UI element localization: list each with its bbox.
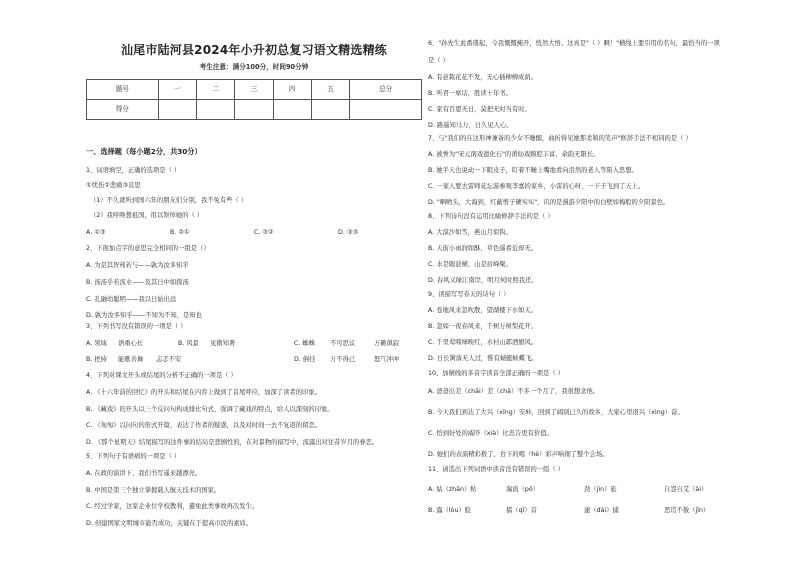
option-d[interactable]: D. 孰为汝多知乎——不知为不知，是知也 xyxy=(86,312,202,319)
right-column xyxy=(428,0,758,562)
option-d[interactable]: D. 路遥知马力，日久见人心。 xyxy=(428,122,513,129)
score-table-score-row xyxy=(87,100,422,120)
question-3-options-row-2 xyxy=(86,357,399,363)
option-a[interactable]: A. 在政的演讲下，我们书写遥来越漂亮。 xyxy=(86,470,202,477)
score-cell: 二 xyxy=(196,80,234,100)
option-c[interactable]: C. 孔融幼聪明——我以日始出远 xyxy=(86,296,177,303)
option-a[interactable]: A. 被誉为"宋元南戏遗化石"的莆仙戏顺腔丰富，余韵无限长。 xyxy=(428,151,600,158)
question-1-sentence-1: （1）不久就听到国六年的朋友们分别，我不免有些（ ） xyxy=(90,197,248,204)
score-cell: 五 xyxy=(312,80,350,100)
option-a[interactable]: A. 爸爸出差（chāi）差（chā）不多一个月了，我很想念他。 xyxy=(428,388,600,395)
option-c[interactable]: C. 恰到好处的威吓（xià）比忠告更有价值。 xyxy=(428,430,553,437)
option-c[interactable]: C. 一家人要去雷师花坛游参观李嘉的家乡，小雷的心呀，一下子飞到了天上。 xyxy=(428,183,645,190)
section-heading: 一、选择题（每小题2分，共30分） xyxy=(86,147,202,156)
option-d[interactable]: D. 《那个星期天》结尾描写的这件事的结局是悲剧性的，在对景物的描写中，流露出对往昔岁月的眷恋。 xyxy=(86,439,379,446)
score-input-cell[interactable] xyxy=(350,100,422,120)
option-d[interactable]: D. ③③ xyxy=(338,229,359,236)
option-c[interactable]: C. 家有百恩无日，莫把无时当有时。 xyxy=(428,106,531,113)
option-word: 万不得已 xyxy=(330,356,356,363)
question-1-stem: 1、词语填空，正确的选项是（ ） xyxy=(86,167,181,174)
option-d[interactable]: D. 春风又绿江南岸，明月何时照我还。 xyxy=(428,277,538,284)
score-table-header-row xyxy=(87,80,422,100)
question-5-stem: 5、下列句子有语病的一项是（ ） xyxy=(86,453,181,460)
option-word: 不可思议 xyxy=(330,340,356,347)
option-b[interactable]: B. ②① xyxy=(170,229,190,236)
score-cell: 四 xyxy=(273,80,311,100)
question-11-options-row-1 xyxy=(428,487,707,493)
option-word: 劲（jìn）旅 xyxy=(584,486,617,493)
question-1-options xyxy=(86,230,358,236)
score-input-cell[interactable] xyxy=(196,100,234,120)
question-3-options-row-1 xyxy=(86,341,399,347)
score-table xyxy=(86,79,422,120)
exam-notice: 考生注意：满分100分，时间90分钟 xyxy=(199,63,309,71)
option-word: 见微知著 xyxy=(210,340,236,347)
option-word: 忐忑不安 xyxy=(156,356,182,363)
left-column xyxy=(86,0,422,562)
option-d[interactable]: D. "啊哟头，大海到，红蔽剪子硬实实"，讥的是漫游夕阳中的白壁如梅般的夕阳景色。 xyxy=(428,199,670,206)
option-b[interactable]: B. 露（lòu）脸 xyxy=(428,507,472,514)
option-a[interactable]: A. 姑（zhān）帖 xyxy=(428,486,477,493)
question-2-stem: 2、下面加点字的意思完全相同的一组是（） xyxy=(86,245,210,252)
option-d[interactable]: D. 她们的表演精彩极了，台下的喝（hè）彩声响彻了整个会场。 xyxy=(428,451,609,458)
score-input-cell[interactable] xyxy=(158,100,196,120)
option-b[interactable]: B. 把持 xyxy=(86,356,107,363)
option-d[interactable]: D. 创建国家文明城市能否成功，关键在于提高市民的素质。 xyxy=(86,520,253,527)
option-a[interactable]: A. 大漠沙如雪，燕山月似钩。 xyxy=(428,229,512,236)
question-8-stem: 8、下列诗句没有运用比喻修辞手法的是（ ） xyxy=(428,213,554,220)
option-b[interactable]: B. 今天我们到达了大兴（xīng）安岭，回到了阔别已久的故乡，大家心里很兴（xìng）奋。 xyxy=(428,409,684,416)
option-word: 逮（dài）捕 xyxy=(584,507,619,514)
option-word: 能歌善舞 xyxy=(118,356,144,363)
option-a[interactable]: A. 领域 xyxy=(86,340,107,347)
option-a[interactable]: A. 《十六年前的回忆》的开头和结尾在内容上做到了首尾呼应，加深了读者的印象。 xyxy=(86,389,321,396)
option-c[interactable]: C. 经过学家，这家企业位学校教利，避免此类事故再次发生。 xyxy=(86,503,259,510)
score-input-cell[interactable] xyxy=(235,100,273,120)
option-word: 湍流（pō） xyxy=(506,486,540,493)
option-c[interactable]: C. 《匆匆》以问句的形式开篇，表达了作者的疑惑，以及对时间一去不复返的留恋。 xyxy=(86,422,322,429)
question-11-options-row-2 xyxy=(428,508,709,514)
question-11-stem: 11、请选出下列词语中读音没有错误的一组（ ） xyxy=(428,466,564,473)
option-a[interactable]: A. 卷地风来忽吹散，望湖楼下水如天。 xyxy=(428,307,537,314)
option-b[interactable]: B. 中国是第三个独立掌握载人航天技术的国家。 xyxy=(86,487,221,494)
question-1-sentence-2: （2）我呼唤想祖国，用以祭悼她的（ ） xyxy=(90,212,204,219)
option-c[interactable]: C. 蜘蛛 xyxy=(294,340,315,347)
option-a[interactable]: A. 为是其智弗若与——孰为汝多知乎 xyxy=(86,262,189,269)
score-cell: 三 xyxy=(235,80,273,100)
option-b[interactable]: B. 听君一席话，胜读十年书。 xyxy=(428,90,512,97)
option-word: 万籁俱寂 xyxy=(374,340,400,347)
score-input-cell[interactable] xyxy=(273,100,311,120)
option-b[interactable]: B. 忽如一夜春风来，千树万树梨花开。 xyxy=(428,323,538,330)
option-word: 怒气冲冲 xyxy=(374,356,400,363)
option-c[interactable]: C. 水是眼波横，山是眉峰聚。 xyxy=(428,261,512,268)
option-word: 语重心长 xyxy=(118,340,144,347)
question-6-stem-continued: 是（ ） xyxy=(428,57,449,64)
score-cell: 题号 xyxy=(87,80,159,100)
option-b[interactable]: B. 《藏戏》的开头以三个反问句构成排比句式，强调了藏戏的特点，给人以深刻的印象。 xyxy=(86,406,334,413)
option-c[interactable]: C. 千里莺啼绿映红，水村山郭酒旗风。 xyxy=(428,339,538,346)
question-7-stem: 7、与"我们的在这形神兼备的少女不睡醒，曲折得见她那柔和的笑声"修辞手法不相同的是（ ） xyxy=(428,135,692,142)
option-word: 自怨自艾（ài） xyxy=(664,486,708,493)
question-4-stem: 4、下列对课文开头或结尾的分析不正确的一项是（ ） xyxy=(86,372,237,379)
score-cell: 得分 xyxy=(87,100,159,120)
question-6-stem: 6、"孙先生此番盛起，令我慨慨掩开，恍然大悟。这真是"（ ）啊！"横线上要引用的名句，最恰当的一项 xyxy=(428,40,720,47)
option-d[interactable]: D. 倒挂 xyxy=(294,356,316,363)
score-cell: 一 xyxy=(158,80,196,100)
question-10-stem: 10、加横线的多音字读音全部正确的一项是（ ） xyxy=(428,370,564,377)
option-word: 擂（qǐ）首 xyxy=(506,507,537,514)
question-3-stem: 3、下列书写没有错误的一项是（ ） xyxy=(86,323,187,330)
option-b[interactable]: B. 风景 xyxy=(178,340,199,347)
option-c[interactable]: C. ③② xyxy=(254,229,274,236)
question-1-words: ①忧伤②悲痛③哀思 xyxy=(86,182,141,189)
exam-title: 汕尾市陆河县2024年小升初总复习语文精选精练 xyxy=(120,43,387,57)
option-a[interactable]: A. 有意栽花花不发，无心插柳柳成荫。 xyxy=(428,74,537,81)
score-cell: 总分 xyxy=(350,80,422,100)
option-b[interactable]: B. 天街小雨润如酥，草色遥看近却无。 xyxy=(428,245,538,252)
question-9-stem: 9、读描写写春天的诗句（ ） xyxy=(428,291,510,298)
option-word: 恶贯不赦（jīn） xyxy=(664,507,710,514)
score-input-cell[interactable] xyxy=(312,100,350,120)
option-b[interactable]: B. 她半天也说动一下眼皮子，盯着不睡上嘴地看向泪然的老人等陷入思想。 xyxy=(428,167,638,174)
option-d[interactable]: D. 日长篱落无人过，惟有蜻蜓蛱蝶飞。 xyxy=(428,355,538,362)
option-a[interactable]: A. ①③ xyxy=(86,229,106,236)
option-b[interactable]: B. 汤汤乎若流水——及其日中如探汤 xyxy=(86,279,189,286)
